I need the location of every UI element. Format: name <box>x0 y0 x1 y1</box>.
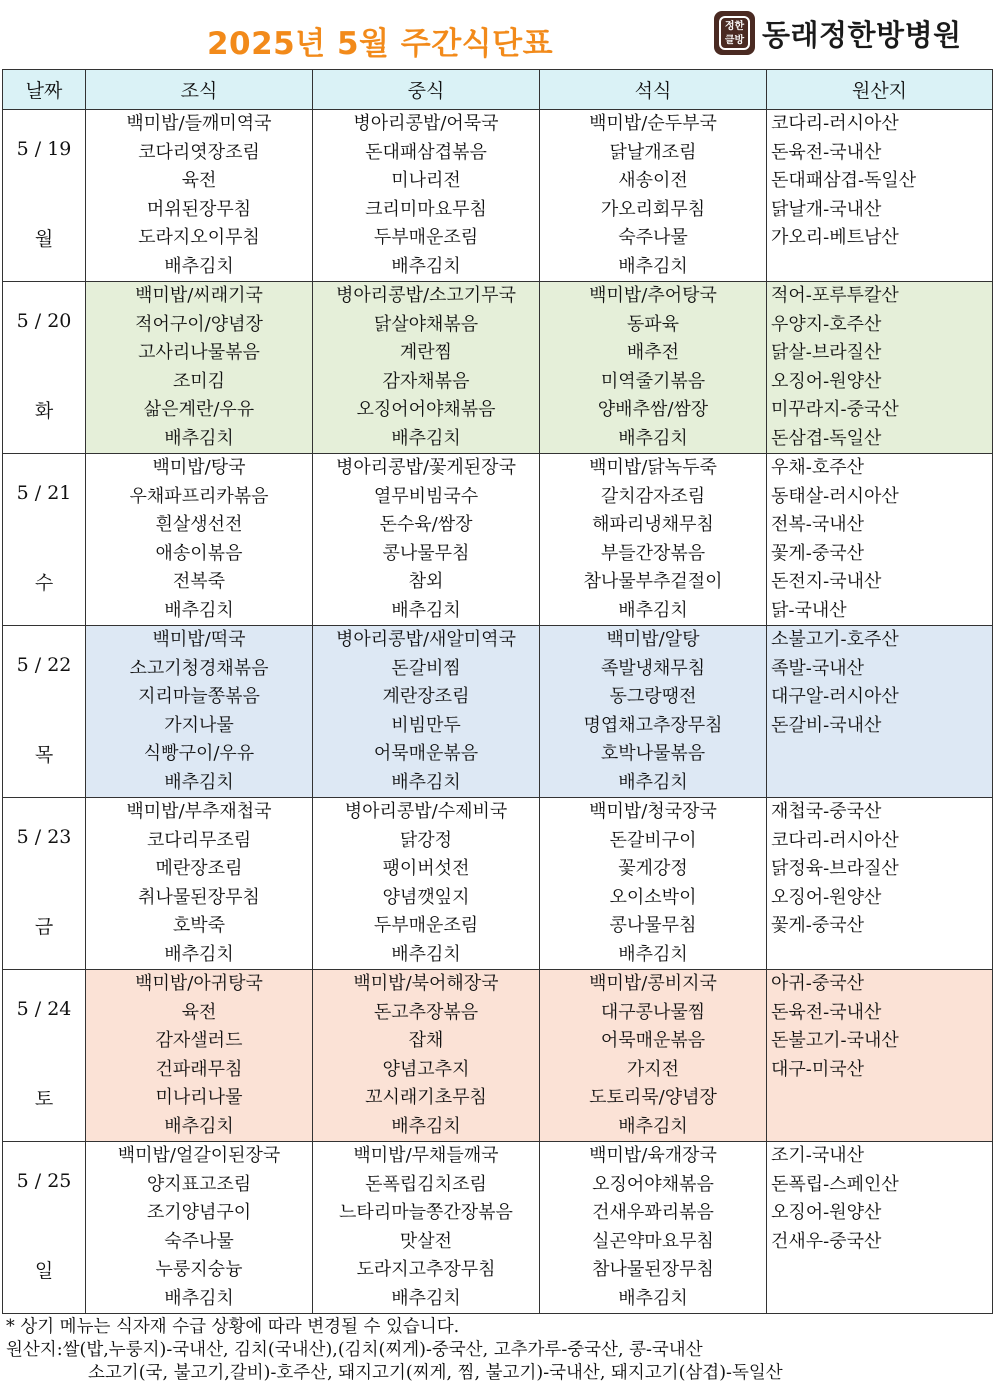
menu-item: 육전 <box>181 1001 217 1023</box>
menu-item: 돈갈비구이 <box>609 829 697 851</box>
menu-item: 꼬시래기초무침 <box>365 1087 487 1108</box>
menu-item: 두부매운조림 <box>373 915 479 936</box>
menu-item: 배추김치 <box>391 943 461 965</box>
column-header-lunch: 중식 <box>313 70 540 110</box>
menu-item: 숙주나물 <box>618 227 688 248</box>
lunch-cell <box>313 970 540 1142</box>
breakfast-cell <box>86 970 313 1142</box>
menu-item: 명엽채고추장무침 <box>583 714 723 736</box>
menu-item: 백미밥/부추재첩국 <box>126 801 272 822</box>
menu-item: 배추김치 <box>391 427 461 449</box>
menu-item: 백미밥/씨래기국 <box>135 285 263 306</box>
weekday-label: 토 <box>34 1088 54 1110</box>
menu-item: 족발냉채무침 <box>600 657 706 679</box>
dinner-cell <box>540 970 767 1142</box>
origin-list <box>767 970 992 1084</box>
table-row <box>3 282 993 454</box>
menu-item: 백미밥/떡국 <box>152 629 246 650</box>
menu-item: 감자채볶음 <box>382 370 470 392</box>
weekday-label: 월 <box>34 228 54 250</box>
menu-item: 백미밥/북어해장국 <box>353 973 499 994</box>
menu-item: 식빵구이/우유 <box>143 743 255 764</box>
breakfast-list <box>86 970 312 1141</box>
dinner-list <box>540 798 766 969</box>
origin-item: 돈삼겹-독일산 <box>771 427 882 449</box>
menu-item: 건새우꽈리볶음 <box>592 1202 714 1223</box>
menu-item: 배추김치 <box>618 599 688 621</box>
origin-item: 소불고기-호주산 <box>771 629 899 650</box>
origin-item: 조기-국내산 <box>771 1145 865 1166</box>
origin-item: 돈폭립-스페인산 <box>771 1173 899 1195</box>
breakfast-cell <box>86 626 313 798</box>
menu-item: 실곤약마요무침 <box>592 1230 714 1252</box>
weekday-label: 화 <box>34 400 54 422</box>
weekday-label: 금 <box>34 916 54 938</box>
dinner-list <box>540 282 766 453</box>
menu-item: 병아리콩밥/수제비국 <box>344 801 508 822</box>
date-cell <box>3 454 86 626</box>
menu-item: 고사리나물볶음 <box>138 342 260 363</box>
origin-item: 우채-호주산 <box>771 457 865 478</box>
dinner-list <box>540 970 766 1141</box>
lunch-cell <box>313 110 540 282</box>
column-header-date: 날짜 <box>3 70 86 110</box>
origin-item: 돈대패삼겹-독일산 <box>771 170 917 191</box>
menu-item: 오징어야채볶음 <box>592 1173 714 1195</box>
lunch-list <box>313 798 539 969</box>
origin-item: 오징어-원양산 <box>771 1202 882 1223</box>
date-cell <box>3 626 86 798</box>
date-label: 5 / 21 <box>16 482 72 504</box>
hospital-name: 동래정한방병원 <box>762 17 962 52</box>
breakfast-cell <box>86 110 313 282</box>
menu-item: 잡채 <box>408 1030 444 1051</box>
date-cell <box>3 970 86 1142</box>
menu-item: 동파육 <box>626 313 680 335</box>
menu-item: 해파리냉채무침 <box>592 514 714 535</box>
menu-item: 백미밥/얼갈이된장국 <box>117 1145 281 1166</box>
menu-item: 콩나물무침 <box>609 915 697 936</box>
menu-item: 백미밥/탕국 <box>152 457 246 478</box>
dinner-cell <box>540 1142 767 1314</box>
menu-item: 백미밥/아귀탕국 <box>135 973 263 994</box>
menu-item: 백미밥/알탕 <box>606 629 700 650</box>
menu-item: 오징어어야채볶음 <box>356 399 496 420</box>
menu-item: 숙주나물 <box>164 1230 234 1252</box>
date-label: 5 / 24 <box>16 998 72 1020</box>
origin-item: 건새우-중국산 <box>771 1230 882 1252</box>
dinner-list <box>540 110 766 281</box>
menu-item: 백미밥/닭녹두죽 <box>589 457 717 478</box>
column-header-breakfast: 조식 <box>86 70 313 110</box>
menu-item: 적어구이/양념장 <box>135 313 263 335</box>
dinner-cell <box>540 626 767 798</box>
menu-item: 배추김치 <box>164 255 234 277</box>
origin-item: 오징어-원양산 <box>771 886 882 908</box>
lunch-cell <box>313 1142 540 1314</box>
dinner-list <box>540 454 766 625</box>
origin-item: 동태살-러시아산 <box>771 485 899 507</box>
footnotes <box>6 1316 996 1385</box>
menu-item: 도라지오이무침 <box>138 227 260 248</box>
menu-item: 오이소박이 <box>609 886 697 908</box>
origin-item: 돈불고기-국내산 <box>771 1030 899 1051</box>
lunch-cell <box>313 282 540 454</box>
origin-item: 우양지-호주산 <box>771 313 882 335</box>
origin-item: 닭날개-국내산 <box>771 198 882 220</box>
menu-item: 돈수육/쌈장 <box>379 514 473 535</box>
hospital-brand <box>714 10 962 56</box>
origin-cell <box>767 626 993 798</box>
date-cell <box>3 110 86 282</box>
menu-item: 백미밥/무채들깨국 <box>353 1145 499 1166</box>
menu-item: 도라지고추장무침 <box>356 1259 496 1280</box>
menu-item: 미나리나물 <box>155 1087 243 1108</box>
origin-item: 돈갈비-국내산 <box>771 714 882 736</box>
menu-item: 느타리마늘쫑간장볶음 <box>339 1202 513 1223</box>
origin-item: 돈육전-국내산 <box>771 141 882 163</box>
origin-cell <box>767 1142 993 1314</box>
table-row <box>3 626 993 798</box>
menu-item: 크리미마요무침 <box>365 198 487 220</box>
date-label: 5 / 23 <box>16 826 72 848</box>
origin-cell <box>767 454 993 626</box>
origin-cell <box>767 110 993 282</box>
menu-item: 돈대패삼겹볶음 <box>365 141 487 163</box>
menu-item: 닭강정 <box>399 829 453 851</box>
menu-item: 콩나물무침 <box>382 542 470 564</box>
menu-item: 배추김치 <box>391 1115 461 1137</box>
menu-item: 도토리묵/양념장 <box>589 1087 717 1108</box>
origin-list <box>767 282 992 453</box>
menu-item: 소고기청경채볶음 <box>129 657 269 679</box>
origin-list <box>767 454 992 625</box>
menu-item: 백미밥/청국장국 <box>589 801 717 822</box>
menu-item: 갈치감자조림 <box>600 485 706 507</box>
menu-item: 미나리전 <box>391 170 461 191</box>
origin-item: 대구-미국산 <box>771 1058 865 1080</box>
lunch-list <box>313 970 539 1141</box>
menu-item: 동그랑땡전 <box>609 686 697 707</box>
menu-item: 호박나물볶음 <box>600 743 706 764</box>
breakfast-cell <box>86 454 313 626</box>
table-row <box>3 454 993 626</box>
logo-text-top: 정한 <box>724 21 745 32</box>
menu-item: 가지전 <box>626 1058 680 1080</box>
menu-item: 조미김 <box>172 370 226 392</box>
origin-item: 닭정육-브라질산 <box>771 858 899 879</box>
date-label: 5 / 22 <box>16 654 72 676</box>
menu-item: 참외 <box>408 571 444 592</box>
menu-item: 지리마늘쫑볶음 <box>138 686 260 707</box>
menu-item: 참나물부추겉절이 <box>583 571 723 592</box>
breakfast-list <box>86 1142 312 1313</box>
column-header-dinner: 석식 <box>540 70 767 110</box>
menu-item: 배추김치 <box>618 427 688 449</box>
menu-item: 백미밥/들깨미역국 <box>126 113 272 134</box>
dinner-cell <box>540 282 767 454</box>
origin-item: 코다리-러시아산 <box>771 829 899 851</box>
origin-list <box>767 798 992 941</box>
menu-item: 건파래무침 <box>155 1058 243 1080</box>
dinner-cell <box>540 110 767 282</box>
origin-item: 닭-국내산 <box>771 599 847 621</box>
menu-item: 양념깻잎지 <box>382 886 470 908</box>
origin-item: 족발-국내산 <box>771 657 865 679</box>
origin-cell <box>767 282 993 454</box>
page-title: 2025년 5월 주간식단표 <box>206 26 554 62</box>
menu-item: 배추김치 <box>164 599 234 621</box>
menu-item: 꽃게강정 <box>618 858 688 879</box>
menu-item: 맛살전 <box>399 1230 453 1252</box>
origin-item: 재첩국-중국산 <box>771 801 882 822</box>
date-cell <box>3 1142 86 1314</box>
logo-mark <box>719 16 750 50</box>
lunch-cell <box>313 798 540 970</box>
table-row <box>3 110 993 282</box>
menu-item: 백미밥/순두부국 <box>589 113 717 134</box>
origin-item: 코다리-러시아산 <box>771 113 899 134</box>
origin-item: 돈전지-국내산 <box>771 571 882 592</box>
dinner-list <box>540 626 766 797</box>
origin-list <box>767 626 992 740</box>
origin-item: 꽃게-중국산 <box>771 915 865 936</box>
menu-item: 병아리콩밥/꽃게된장국 <box>336 457 516 478</box>
menu-item: 병아리콩밥/새알미역국 <box>336 629 516 650</box>
weekday-label: 목 <box>34 744 54 766</box>
menu-item: 배추김치 <box>618 771 688 793</box>
menu-item: 조기양념구이 <box>146 1202 252 1223</box>
date-cell <box>3 798 86 970</box>
breakfast-cell <box>86 798 313 970</box>
menu-item: 돈고추장볶음 <box>373 1001 479 1023</box>
menu-item: 배추전 <box>626 342 680 363</box>
origin-item: 미꾸라지-중국산 <box>771 399 899 420</box>
note-menu-change: * 상기 메뉴는 식자재 수급 상황에 따라 변경될 수 있습니다. <box>6 1317 460 1337</box>
menu-item: 배추김치 <box>391 771 461 793</box>
menu-item: 애송이볶음 <box>155 542 243 564</box>
menu-item: 우채파프리카볶음 <box>129 485 269 507</box>
origin-item: 꽃게-중국산 <box>771 542 865 564</box>
logo-text-bottom: 클방 <box>724 35 745 46</box>
menu-item: 양념고추지 <box>382 1058 470 1080</box>
menu-item: 두부매운조림 <box>373 227 479 248</box>
menu-item: 백미밥/육개장국 <box>589 1145 717 1166</box>
menu-item: 돈갈비찜 <box>391 657 461 679</box>
weekday-label: 일 <box>34 1260 54 1282</box>
lunch-cell <box>313 454 540 626</box>
menu-item: 백미밥/추어탕국 <box>589 285 717 306</box>
origin-cell <box>767 970 993 1142</box>
menu-item: 계란찜 <box>399 342 453 363</box>
menu-item: 미역줄기볶음 <box>600 370 706 392</box>
origin-item: 대구알-러시아산 <box>771 686 899 707</box>
breakfast-list <box>86 454 312 625</box>
menu-item: 부들간장볶음 <box>600 542 706 564</box>
origin-item: 오징어-원양산 <box>771 370 882 392</box>
menu-item: 배추김치 <box>618 255 688 277</box>
menu-item: 코다리무조림 <box>146 829 252 851</box>
menu-item: 병아리콩밥/소고기무국 <box>336 285 516 306</box>
weekday-label: 수 <box>34 572 54 594</box>
menu-item: 백미밥/콩비지국 <box>589 973 717 994</box>
menu-item: 계란장조림 <box>382 686 470 707</box>
breakfast-cell <box>86 282 313 454</box>
menu-item: 비빔만두 <box>391 714 461 736</box>
menu-item: 양지표고조림 <box>146 1173 252 1195</box>
menu-item: 가지나물 <box>164 714 234 736</box>
origin-cell <box>767 798 993 970</box>
menu-item: 메란장조림 <box>155 858 243 879</box>
menu-item: 전복죽 <box>172 571 226 592</box>
origin-item: 돈육전-국내산 <box>771 1001 882 1023</box>
breakfast-list <box>86 626 312 797</box>
origin-item: 아귀-중국산 <box>771 973 865 994</box>
lunch-list <box>313 626 539 797</box>
menu-item: 새송이전 <box>618 170 688 191</box>
breakfast-list <box>86 798 312 969</box>
menu-item: 배추김치 <box>164 1115 234 1137</box>
menu-item: 병아리콩밥/어묵국 <box>353 113 499 134</box>
origin-list <box>767 110 992 253</box>
lunch-list <box>313 110 539 281</box>
menu-item: 배추김치 <box>164 427 234 449</box>
menu-item: 배추김치 <box>164 1287 234 1309</box>
menu-item: 돈폭립김치조림 <box>365 1173 487 1195</box>
table-header-row <box>3 70 993 110</box>
lunch-cell <box>313 626 540 798</box>
menu-item: 누룽지숭늉 <box>155 1259 243 1280</box>
menu-item: 감자샐러드 <box>155 1030 243 1051</box>
dinner-cell <box>540 798 767 970</box>
origin-list <box>767 1142 992 1256</box>
menu-item: 배추김치 <box>618 1115 688 1137</box>
table-row <box>3 798 993 970</box>
menu-item: 호박죽 <box>172 915 226 936</box>
menu-item: 닭살야채볶음 <box>373 313 479 335</box>
menu-item: 배추김치 <box>618 1287 688 1309</box>
column-header-origin: 원산지 <box>767 70 993 110</box>
date-label: 5 / 20 <box>16 310 72 332</box>
menu-item: 가오리회무침 <box>600 198 706 220</box>
note-origin-1: 원산지:쌀(밥,누룽지)-국내산, 김치(국내산),(김치(찌게)-중국산, 고추가루-중국산, 콩-국내산 <box>6 1340 703 1360</box>
menu-item: 배추김치 <box>164 943 234 965</box>
menu-item: 취나물된장무침 <box>138 886 260 908</box>
lunch-list <box>313 1142 539 1313</box>
origin-item: 적어-포루투칼산 <box>771 285 899 306</box>
menu-item: 열무비빔국수 <box>373 485 479 507</box>
menu-item: 배추김치 <box>164 771 234 793</box>
origin-item: 닭살-브라질산 <box>771 342 882 363</box>
origin-item: 전복-국내산 <box>771 514 865 535</box>
menu-item: 코다리엿장조림 <box>138 141 260 163</box>
lunch-list <box>313 454 539 625</box>
date-label: 5 / 19 <box>16 138 72 160</box>
menu-item: 닭날개조림 <box>609 141 697 163</box>
lunch-list <box>313 282 539 453</box>
menu-item: 삶은계란/우유 <box>143 399 255 420</box>
table-row <box>3 970 993 1142</box>
table-row <box>3 1142 993 1314</box>
hospital-logo-icon <box>714 11 755 55</box>
date-label: 5 / 25 <box>16 1170 72 1192</box>
note-origin-2: 소고기(국, 불고기,갈비)-호주산, 돼지고기(찌게, 찜, 불고기)-국내산, 돼지고기(삼겹)-독일산 <box>88 1363 783 1383</box>
menu-item: 배추김치 <box>391 255 461 277</box>
dinner-list <box>540 1142 766 1313</box>
date-cell <box>3 282 86 454</box>
menu-item: 머위된장무침 <box>146 198 252 220</box>
menu-item: 팽이버섯전 <box>382 858 470 879</box>
menu-item: 어묵매운볶음 <box>373 743 479 764</box>
breakfast-list <box>86 282 312 453</box>
menu-item: 어묵매운볶음 <box>600 1030 706 1051</box>
dinner-cell <box>540 454 767 626</box>
menu-item: 배추김치 <box>391 1287 461 1309</box>
menu-item: 배추김치 <box>618 943 688 965</box>
breakfast-cell <box>86 1142 313 1314</box>
menu-item: 참나물된장무침 <box>592 1259 714 1280</box>
menu-item: 육전 <box>181 170 217 191</box>
origin-item: 가오리-베트남산 <box>771 227 899 248</box>
menu-item: 대구콩나물찜 <box>600 1001 706 1023</box>
menu-item: 흰살생선전 <box>155 514 243 535</box>
weekly-menu-table <box>2 69 993 1314</box>
menu-item: 배추김치 <box>391 599 461 621</box>
breakfast-list <box>86 110 312 281</box>
menu-item: 양배추쌈/쌈장 <box>597 399 709 420</box>
